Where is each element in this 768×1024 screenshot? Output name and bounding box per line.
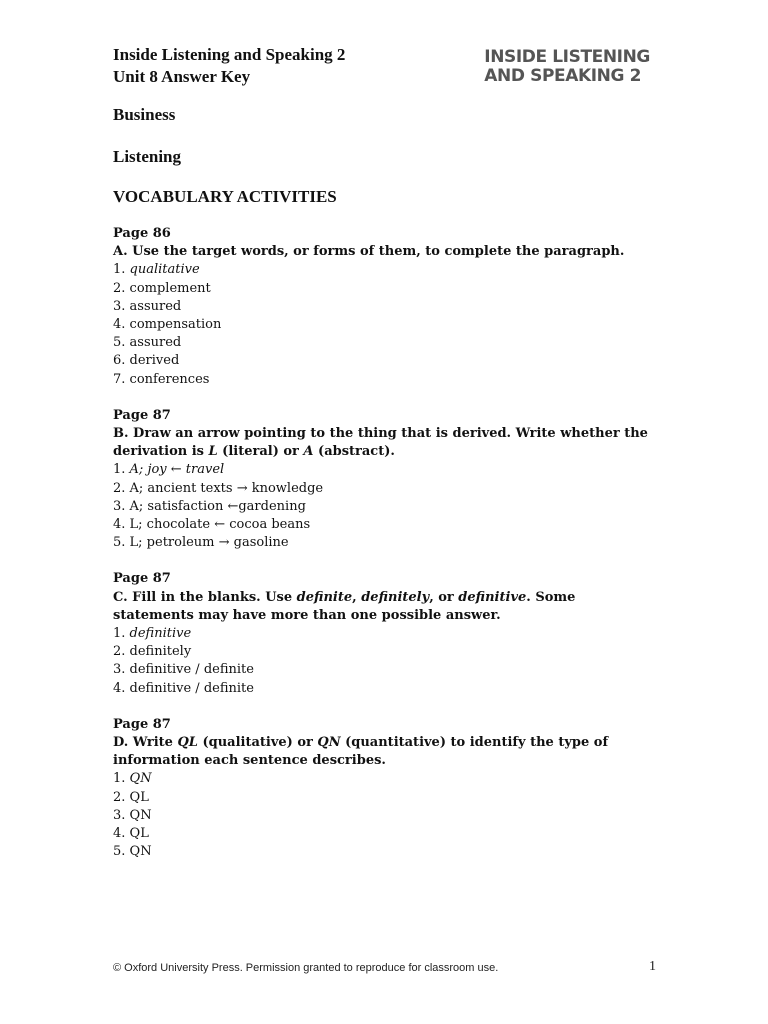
- activity-a: [113, 225, 658, 389]
- activity-c-instruction: C. Fill in the blanks. Use definite, definitely, or definitive. Some statements may have more than one possible answer.: [113, 589, 576, 623]
- answer-item: 5. QN: [113, 844, 152, 860]
- page-number: 1: [649, 959, 656, 974]
- answer-item: 2. QL: [113, 789, 149, 805]
- activity-a-answers: [113, 261, 658, 388]
- answer-item: 2. complement: [113, 280, 211, 296]
- document-title-line2: Unit 8 Answer Key: [113, 67, 251, 86]
- activity-b-page: Page 87: [113, 407, 171, 423]
- copyright-notice: © Oxford University Press. Permission granted to reproduce for classroom use.: [113, 962, 499, 974]
- series-logo-line1: INSIDE LISTENING: [484, 47, 650, 67]
- answer-item: 6. derived: [113, 353, 180, 369]
- answer-item: 1. A; joy ← travel: [113, 462, 225, 478]
- answer-key-page: [113, 44, 658, 862]
- series-logo-line2: AND SPEAKING 2: [484, 66, 641, 86]
- activity-b-instruction: B. Draw an arrow pointing to the thing that is derived. Write whether the derivation is L (literal) or A (abstract).: [113, 426, 648, 460]
- activity-b-answers: [113, 461, 658, 552]
- answer-item: 4. QL: [113, 826, 149, 842]
- answer-item: 7. conferences: [113, 371, 210, 387]
- heading-vocabulary-activities: VOCABULARY ACTIVITIES: [113, 187, 337, 206]
- activity-b: [113, 407, 658, 553]
- answer-item: 5. L; petroleum → gasoline: [113, 535, 289, 551]
- answer-item: 3. assured: [113, 298, 182, 314]
- answer-item: 3. A; satisfaction ←gardening: [113, 498, 306, 514]
- answer-item: 4. compensation: [113, 317, 222, 333]
- activity-c: [113, 570, 658, 697]
- document-header: [113, 44, 658, 96]
- page-footer: [113, 961, 656, 975]
- answer-item: 2. definitely: [113, 644, 192, 660]
- activity-c-answers: [113, 625, 658, 698]
- answer-item: 4. definitive / definite: [113, 680, 254, 696]
- activity-d-answers: [113, 770, 658, 861]
- series-logo: [484, 48, 650, 86]
- answer-item: 1. QN: [113, 771, 152, 787]
- activity-c-page: Page 87: [113, 571, 171, 587]
- heading-business: Business: [113, 105, 176, 124]
- answer-item: 4. L; chocolate ← cocoa beans: [113, 517, 311, 533]
- document-title-line1: Inside Listening and Speaking 2: [113, 45, 346, 64]
- answer-item: 1. qualitative: [113, 262, 200, 278]
- answer-item: 5. assured: [113, 335, 182, 351]
- activity-d: [113, 716, 658, 862]
- activity-a-page: Page 86: [113, 226, 171, 241]
- activity-d-instruction: D. Write QL (qualitative) or QN (quantitative) to identify the type of information each sentence describes.: [113, 735, 609, 769]
- answer-item: 1. definitive: [113, 626, 192, 642]
- answer-item: 2. A; ancient texts → knowledge: [113, 480, 324, 496]
- heading-listening: Listening: [113, 147, 182, 166]
- activity-d-page: Page 87: [113, 716, 171, 732]
- answer-item: 3. QN: [113, 807, 152, 823]
- activity-a-instruction: A. Use the target words, or forms of them, to complete the paragraph.: [113, 244, 625, 260]
- answer-item: 3. definitive / definite: [113, 662, 254, 678]
